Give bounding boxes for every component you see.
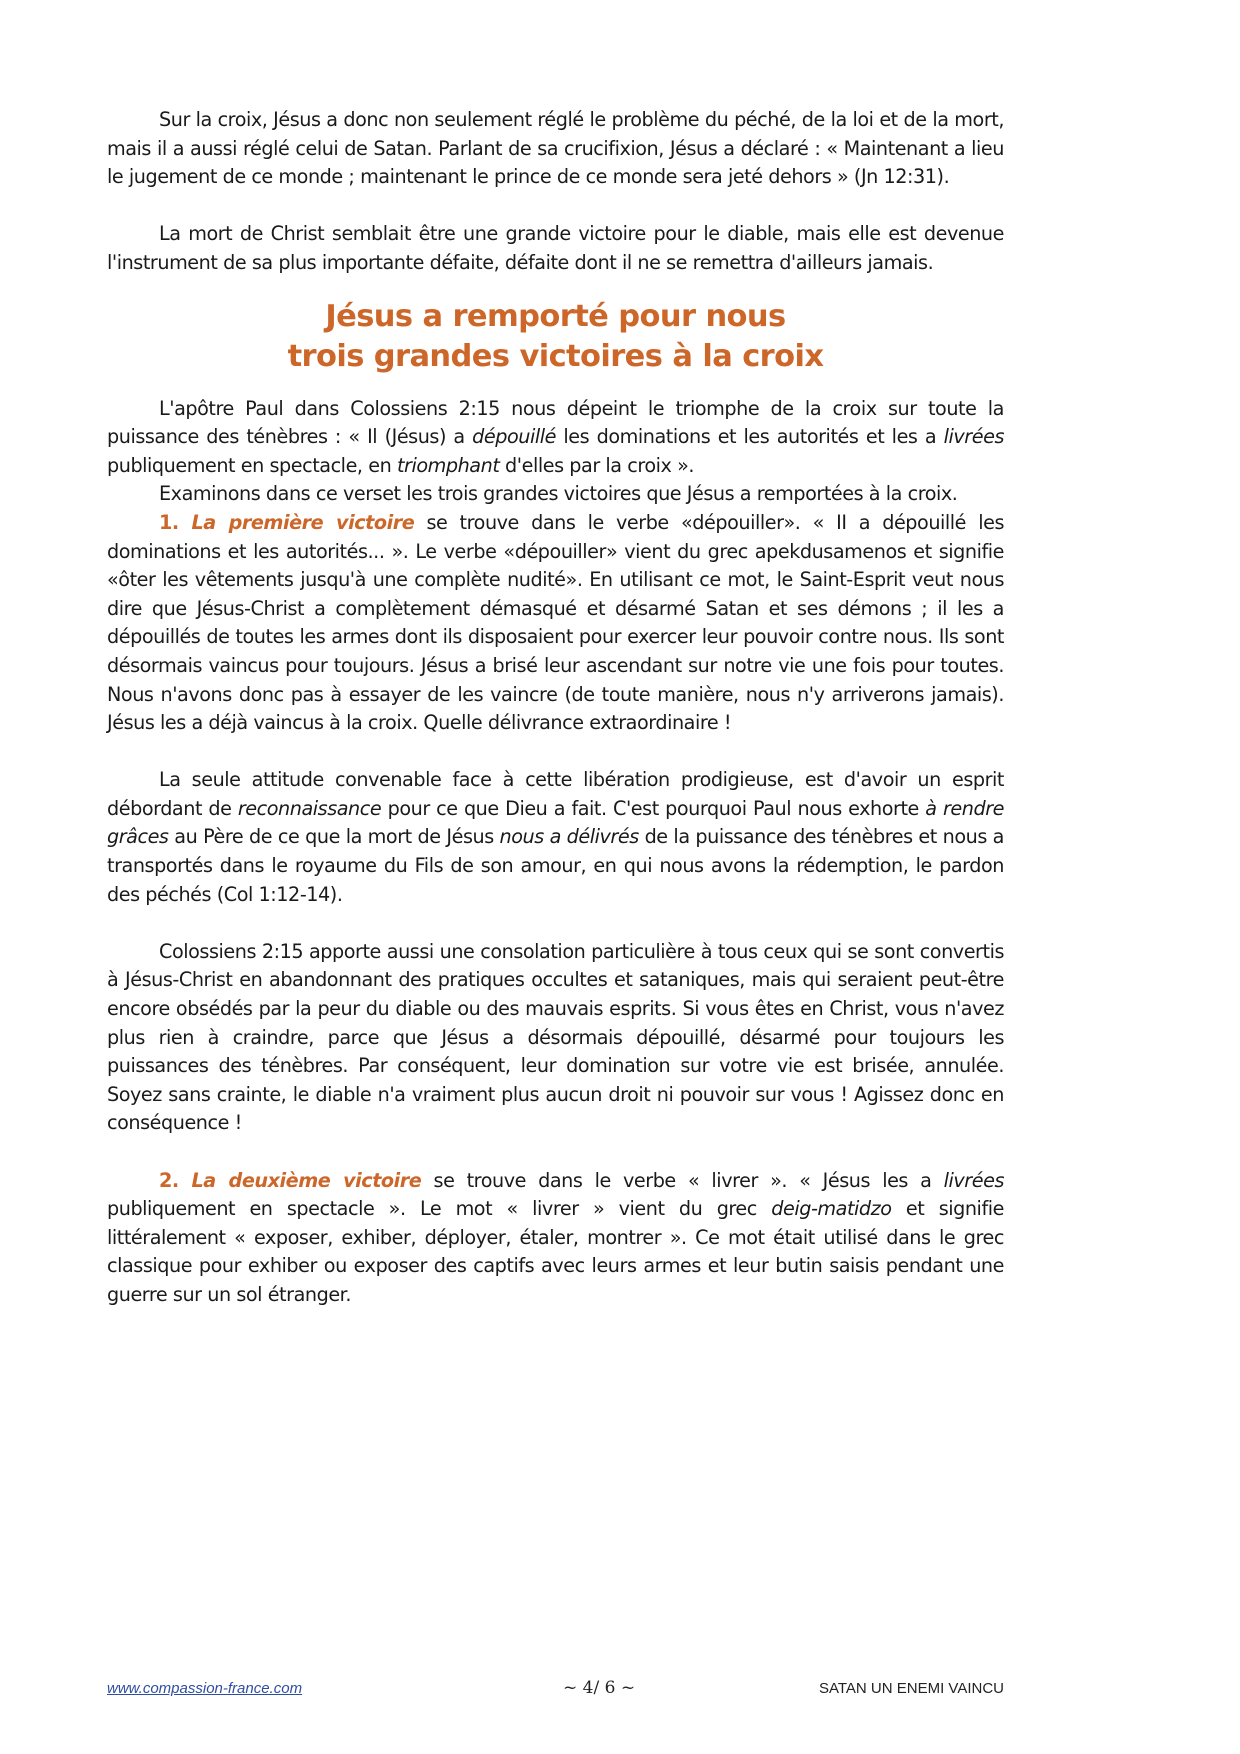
website-link[interactable]: www.compassion-france.com	[107, 1680, 303, 1697]
text: L'apôtre Paul dans Colossiens 2:15 nous dépeint le triomphe de la croix sur toute la puissance des ténèbres : « Il (Jésus) a	[107, 396, 1004, 449]
paragraph-gap	[107, 909, 1004, 938]
second-victory-number: 2.	[159, 1168, 179, 1192]
emphasis-reconnaissance: reconnaissance	[237, 796, 382, 820]
text: La seule attitude convenable face à cette libération prodigieuse, est d'avoir un esprit débordant de	[107, 768, 1004, 820]
document-title: SATAN UN ENEMI VAINCU	[818, 1680, 1004, 1697]
second-victory-label	[159, 1169, 421, 1192]
paragraph-death-of-christ: La mort de Christ semblait être une grande victoire pour le diable, mais elle est devenue l'instrument de sa plus importante défaite, défaite dont il ne se remettra d'ailleurs jamais.	[107, 222, 1004, 274]
paragraph-gap	[107, 1138, 1004, 1167]
emphasis-nous-a-delivres: nous a délivrés	[499, 825, 639, 849]
text: publiquement en spectacle ». Le mot « livrer » vient du grec	[107, 1197, 772, 1221]
paragraph-second-victory	[107, 1167, 1004, 1310]
emphasis-deig-matidzo: deig-matidzo	[771, 1197, 892, 1221]
paragraph-examine-victories: Examinons dans ce verset les trois grandes victoires que Jésus a remportées à la croix.	[159, 482, 958, 506]
paragraph-colossians-intro	[107, 395, 1004, 481]
first-victory-text: se trouve dans le verbe «dépouiller». « II a dépouillé les dominations et les autorités... ». Le verbe «dépouiller» vient du grec apekdusamenos et signifie «ôter les vêtements jusqu'à une complète nudité». En utilisant ce mot, le Saint-Esprit veut nous dire que Jésus-Christ a complètement démasqué et désarmé Satan et ses démons ; il les a dépouillés de toutes les armes dont ils disposaient pour exercer leur pouvoir contre nous. Ils sont désormais vaincus pour toujours. Jésus a brisé leur ascendant sur notre vie une fois pour toutes. Nous n'avons donc pas à essayer de les vaincre (de toute manière, nous n'y arriverons jamais). Jésus les a déjà vaincus à la croix. Quelle délivrance extraordinaire !	[107, 510, 1005, 735]
text: pour ce que Dieu a fait. C'est pourquoi Paul nous exhorte	[381, 796, 926, 820]
text: au Père de ce que la mort de Jésus	[168, 825, 500, 849]
section-heading-line-2: trois grandes victoires à la croix	[287, 338, 824, 374]
second-victory-title: La deuxième victoire	[191, 1168, 422, 1192]
section-heading	[107, 297, 1004, 377]
paragraph-first-victory	[107, 509, 1004, 738]
text: d'elles par la croix ».	[499, 453, 695, 477]
text: se trouve dans le verbe « livrer ». « Jésus les a	[421, 1168, 944, 1192]
emphasis-depouille: dépouillé	[472, 425, 556, 449]
text: les dominations et les autorités et les a	[555, 425, 944, 449]
first-victory-label	[159, 511, 414, 534]
page-footer	[107, 1680, 1004, 1704]
paragraph-gap	[107, 738, 1004, 767]
paragraph-gratitude	[107, 766, 1004, 909]
paragraph-cross-victory-over-satan: Sur la croix, Jésus a donc non seulement réglé le problème du péché, de la loi et de la mort, mais il a aussi réglé celui de Satan. Parlant de sa crucifixion, Jésus a déclaré : « Maintenant a lieu le jugement de ce monde ; maintenant le prince de ce monde sera jeté dehors » (Jn 12:31).	[107, 108, 1004, 189]
emphasis-livrees: livrées	[943, 1168, 1005, 1192]
emphasis-livrees: livrées	[943, 425, 1004, 449]
text: de la puissance des ténèbres et nous a transportés dans le royaume du Fils de son amour, en qui nous avons la rédemption, le pardon des péchés (Col 1:12-14).	[107, 825, 1004, 906]
paragraph-consolation: Colossiens 2:15 apporte aussi une consolation particulière à tous ceux qui se sont convertis à Jésus-Christ en abandonnant des pratiques occultes et sataniques, mais qui seraient peut-être encore obsédés par la peur du diable ou des mauvais esprits. Si vous êtes en Christ, vous n'avez plus rien à craindre, parce que Jésus a désormais dépouillé, désarmé pour toujours les puissances des ténèbres. Par conséquent, leur domination sur votre vie est brisée, annulée. Soyez sans crainte, le diable n'a vraiment plus aucun droit ni pouvoir sur vous ! Agissez donc en conséquence !	[107, 939, 1004, 1135]
document-body	[107, 106, 1004, 1310]
first-victory-number: 1.	[159, 510, 179, 534]
paragraph-gap	[107, 192, 1004, 221]
emphasis-rendre-graces: à rendre grâces	[107, 796, 1004, 849]
text: et signifie littéralement « exposer, exhiber, déployer, étaler, montrer ». Ce mot était utilisé dans le grec classique pour exhiber ou exposer des captifs avec leurs armes et leur butin saisis pendant une guerre sur un sol étranger.	[107, 1197, 1004, 1306]
page-number: ~ 4/ 6 ~	[563, 1678, 636, 1698]
emphasis-triomphant: triomphant	[396, 453, 500, 477]
text: publiquement en spectacle, en	[107, 453, 397, 477]
first-victory-title: La première victoire	[191, 510, 415, 534]
section-heading-line-1: Jésus a remporté pour nous	[325, 298, 786, 334]
